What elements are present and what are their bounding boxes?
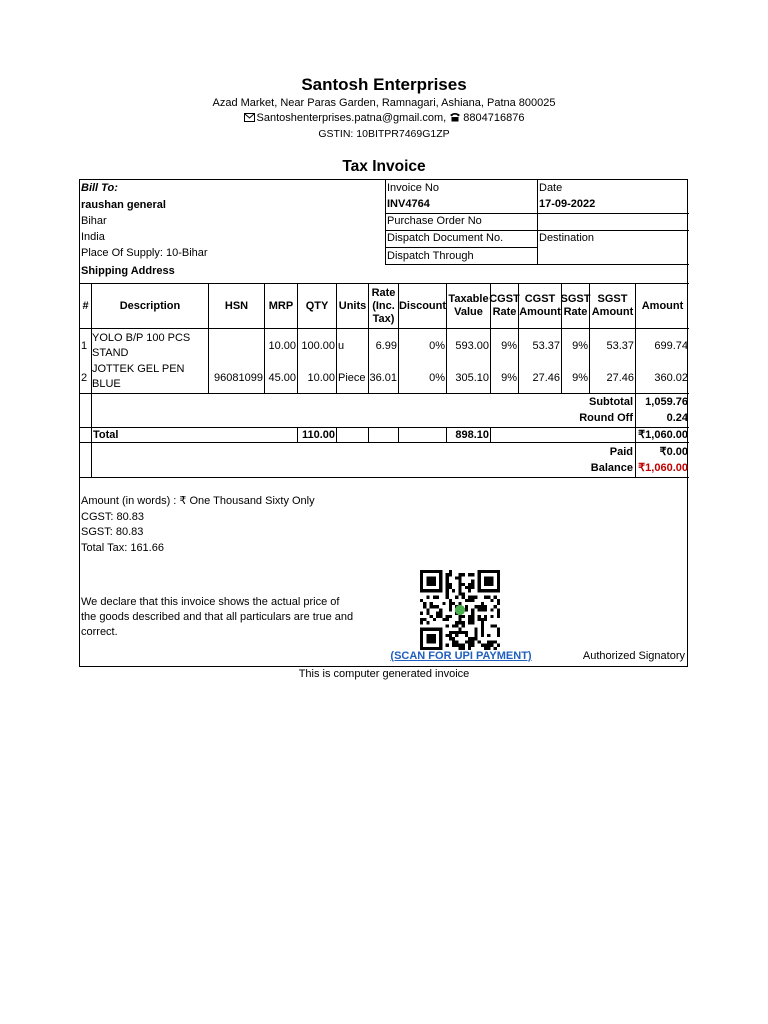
page-title: Tax Invoice bbox=[342, 158, 426, 175]
footer-note: This is computer generated invoice bbox=[298, 668, 470, 680]
amount-in-words: Amount (in words) : ₹ One Thousand Sixty Only bbox=[81, 495, 315, 507]
col-taxable-header: Taxable Value bbox=[448, 293, 489, 318]
roundoff-value: 0.24 bbox=[666, 412, 688, 424]
col-mrp-header: MRP bbox=[268, 299, 294, 312]
row-description-cont: BLUE bbox=[92, 378, 121, 390]
row-amount: 699.74 bbox=[654, 340, 688, 352]
row-discount: 0% bbox=[429, 340, 445, 352]
invoice-no-label: Invoice No bbox=[387, 182, 439, 194]
col-sgst-rate-header: SGST Rate bbox=[560, 293, 591, 318]
declaration-line2: the goods described and that all particulars are true and bbox=[81, 611, 354, 623]
row-cgst-rate: 9% bbox=[501, 340, 517, 352]
row-rate: 36.01 bbox=[369, 372, 397, 384]
row-sgst-rate: 9% bbox=[572, 372, 588, 384]
customer-country: India bbox=[81, 231, 105, 243]
sgst-total: SGST: 80.83 bbox=[81, 526, 144, 538]
row-num: 2 bbox=[81, 372, 88, 384]
paid-label: Paid bbox=[609, 446, 633, 458]
row-units: u bbox=[338, 340, 345, 352]
cgst-total: CGST: 80.83 bbox=[81, 511, 144, 523]
total-label: Total bbox=[93, 429, 119, 441]
row-sgst-amount: 27.46 bbox=[606, 372, 634, 384]
row-hsn: 96081099 bbox=[214, 372, 263, 384]
company-contact bbox=[0, 112, 768, 125]
row-description: YOLO B/P 100 PCS bbox=[92, 332, 191, 344]
col-qty-header: QTY bbox=[305, 299, 329, 312]
company-email: Santoshenterprises.patna@gmail.com, bbox=[256, 112, 447, 124]
balance-label: Balance bbox=[590, 462, 633, 474]
customer-name: raushan general bbox=[81, 199, 166, 211]
declaration-line3: correct. bbox=[81, 626, 118, 638]
row-description-cont: STAND bbox=[92, 347, 129, 359]
row-description: JOTTEK GEL PEN bbox=[92, 363, 185, 375]
phone-icon bbox=[449, 112, 461, 125]
row-sgst-amount: 53.37 bbox=[606, 340, 634, 352]
col-discount-header: Discount bbox=[398, 299, 447, 312]
envelope-icon bbox=[244, 113, 255, 125]
row-cgst-rate: 9% bbox=[501, 372, 517, 384]
subtotal-value: 1,059.76 bbox=[645, 396, 688, 408]
total-amount: ₹1,060.00 bbox=[638, 429, 688, 441]
total-taxable: 898.10 bbox=[455, 429, 489, 441]
row-qty: 100.00 bbox=[301, 340, 335, 352]
company-address: Azad Market, Near Paras Garden, Ramnagari, Ashiana, Patna 800025 bbox=[212, 97, 556, 109]
invoice-date: 17-09-2022 bbox=[539, 198, 596, 210]
col-num-header: # bbox=[82, 299, 89, 312]
col-hsn-header: HSN bbox=[224, 299, 249, 312]
po-label: Purchase Order No bbox=[387, 215, 482, 227]
row-cgst-amount: 27.46 bbox=[532, 372, 560, 384]
row-mrp: 10.00 bbox=[268, 340, 296, 352]
bill-to-label: Bill To: bbox=[81, 182, 118, 194]
total-tax: Total Tax: 161.66 bbox=[81, 542, 164, 554]
col-sgst-amount-header: SGST Amount bbox=[591, 293, 634, 318]
upi-payment-link[interactable]: (SCAN FOR UPI PAYMENT) bbox=[390, 650, 532, 662]
dispatch-through-label: Dispatch Through bbox=[387, 250, 474, 262]
dispatch-doc-label: Dispatch Document No. bbox=[387, 232, 504, 244]
shipping-address-label: Shipping Address bbox=[81, 265, 175, 277]
row-num: 1 bbox=[81, 340, 88, 352]
row-qty: 10.00 bbox=[307, 372, 335, 384]
place-of-supply: Place Of Supply: 10-Bihar bbox=[81, 247, 208, 259]
row-discount: 0% bbox=[429, 372, 445, 384]
col-amount-header: Amount bbox=[641, 299, 684, 312]
destination-label: Destination bbox=[539, 232, 595, 244]
row-rate: 6.99 bbox=[375, 340, 397, 352]
total-qty: 110.00 bbox=[301, 429, 335, 441]
company-name: Santosh Enterprises bbox=[301, 75, 467, 94]
row-cgst-amount: 53.37 bbox=[532, 340, 560, 352]
invoice-no: INV4764 bbox=[387, 198, 430, 210]
company-gstin: GSTIN: 10BITPR7469G1ZP bbox=[318, 128, 450, 140]
row-sgst-rate: 9% bbox=[572, 340, 588, 352]
paid-value: ₹0.00 bbox=[659, 446, 688, 458]
col-cgst-rate-header: CGST Rate bbox=[489, 293, 520, 318]
col-units-header: Units bbox=[338, 299, 367, 312]
col-description-header: Description bbox=[119, 299, 181, 312]
invoice-box bbox=[79, 179, 688, 667]
upi-qr-code[interactable] bbox=[420, 570, 500, 650]
customer-state: Bihar bbox=[81, 215, 107, 227]
row-taxable: 593.00 bbox=[455, 340, 489, 352]
col-rate-header: Rate (Inc. Tax) bbox=[371, 286, 396, 325]
roundoff-label: Round Off bbox=[579, 412, 633, 424]
balance-value: ₹1,060.00 bbox=[638, 462, 688, 474]
row-taxable: 305.10 bbox=[455, 372, 489, 384]
row-amount: 360.02 bbox=[654, 372, 688, 384]
date-label: Date bbox=[539, 182, 563, 194]
company-phone: 8804716876 bbox=[463, 112, 525, 124]
row-mrp: 45.00 bbox=[268, 372, 296, 384]
authorized-signatory: Authorized Signatory bbox=[582, 650, 685, 662]
col-cgst-amount-header: CGST Amount bbox=[519, 293, 561, 318]
row-units: Piece bbox=[338, 372, 366, 384]
subtotal-label: Subtotal bbox=[589, 396, 633, 408]
declaration-line1: We declare that this invoice shows the actual price of bbox=[81, 596, 340, 608]
